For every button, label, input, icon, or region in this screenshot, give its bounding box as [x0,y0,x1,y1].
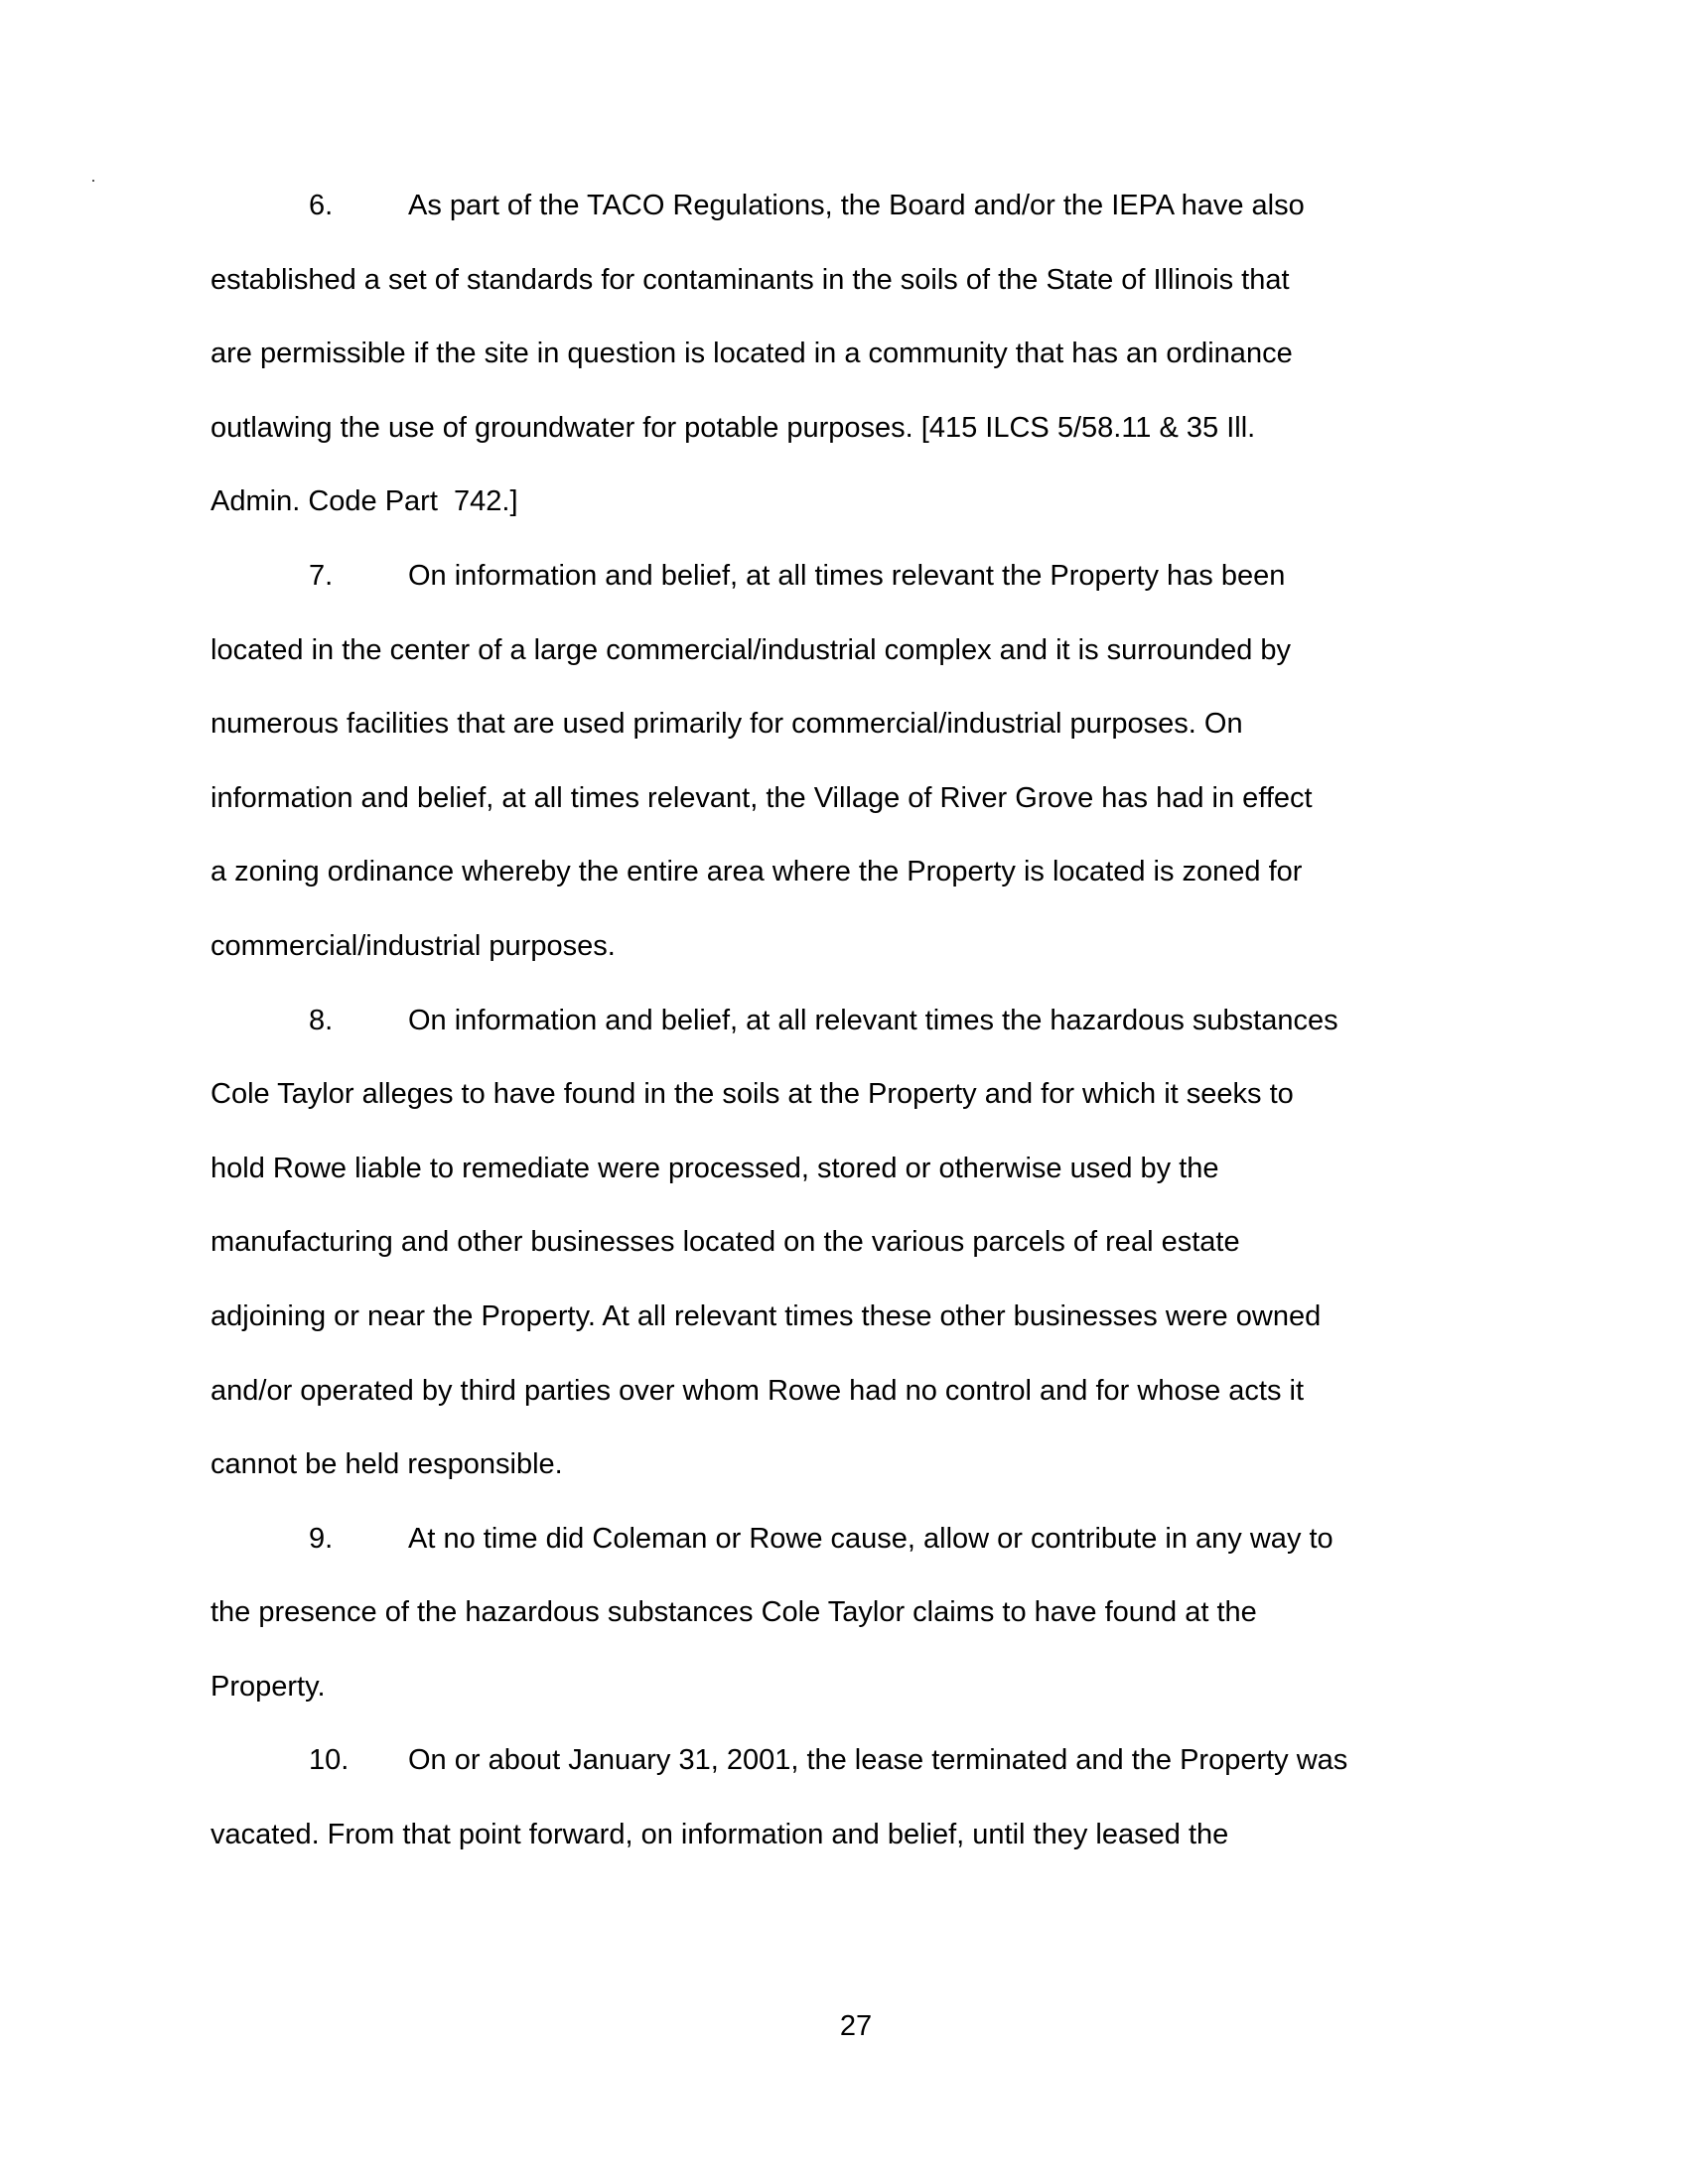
paragraph-line: outlawing the use of groundwater for potable purposes. [415 ILCS 5/58.11 & 35 Ill. [210,412,1256,444]
paragraph-line: On or about January 31, 2001, the lease terminated and the Property was [408,1744,1348,1776]
paragraph-line: As part of the TACO Regulations, the Board and/or the IEPA have also [408,190,1305,221]
page-number: 27 [839,2010,873,2042]
paragraph-line: located in the center of a large commercial/industrial complex and it is surrounded by [210,634,1292,666]
paragraph-line: a zoning ordinance whereby the entire area where the Property is located is zoned for [210,856,1303,887]
paragraph-line: cannot be held responsible. [210,1448,563,1480]
paragraph-line: and/or operated by third parties over whom Rowe had no control and for whose acts it [210,1375,1304,1407]
paragraph-line: Property. [210,1671,326,1703]
paragraph-line: At no time did Coleman or Rowe cause, allow or contribute in any way to [408,1523,1333,1555]
scan-artifact [92,180,94,182]
paragraph-line: manufacturing and other businesses located on the various parcels of real estate [210,1226,1240,1258]
paragraph-line: hold Rowe liable to remediate were processed, stored or otherwise used by the [210,1153,1219,1184]
paragraph-line: Cole Taylor alleges to have found in the soils at the Property and for which it seeks to [210,1078,1294,1110]
paragraph-line: established a set of standards for contaminants in the soils of the State of Illinois that [210,264,1290,296]
paragraph-line: commercial/industrial purposes. [210,930,616,962]
paragraph-number: 6. [309,190,334,221]
paragraph-number: 10. [309,1744,350,1776]
paragraph-number: 9. [309,1523,334,1555]
paragraph-line: On information and belief, at all times relevant the Property has been [408,560,1286,592]
paragraph-line: are permissible if the site in question is located in a community that has an ordinance [210,338,1293,369]
paragraph-line: information and belief, at all times relevant, the Village of River Grove has had in effect [210,782,1313,814]
paragraph-line: adjoining or near the Property. At all relevant times these other businesses were owned [210,1300,1322,1332]
paragraph-number: 7. [309,560,334,592]
paragraph-line: Admin. Code Part 742.] [210,485,518,517]
paragraph-line: the presence of the hazardous substances Cole Taylor claims to have found at the [210,1596,1257,1628]
paragraph-line: vacated. From that point forward, on information and belief, until they leased the [210,1819,1229,1850]
paragraph-line: numerous facilities that are used primarily for commercial/industrial purposes. On [210,708,1243,740]
paragraph-number: 8. [309,1005,334,1036]
paragraph-line: On information and belief, at all relevant times the hazardous substances [408,1005,1338,1036]
